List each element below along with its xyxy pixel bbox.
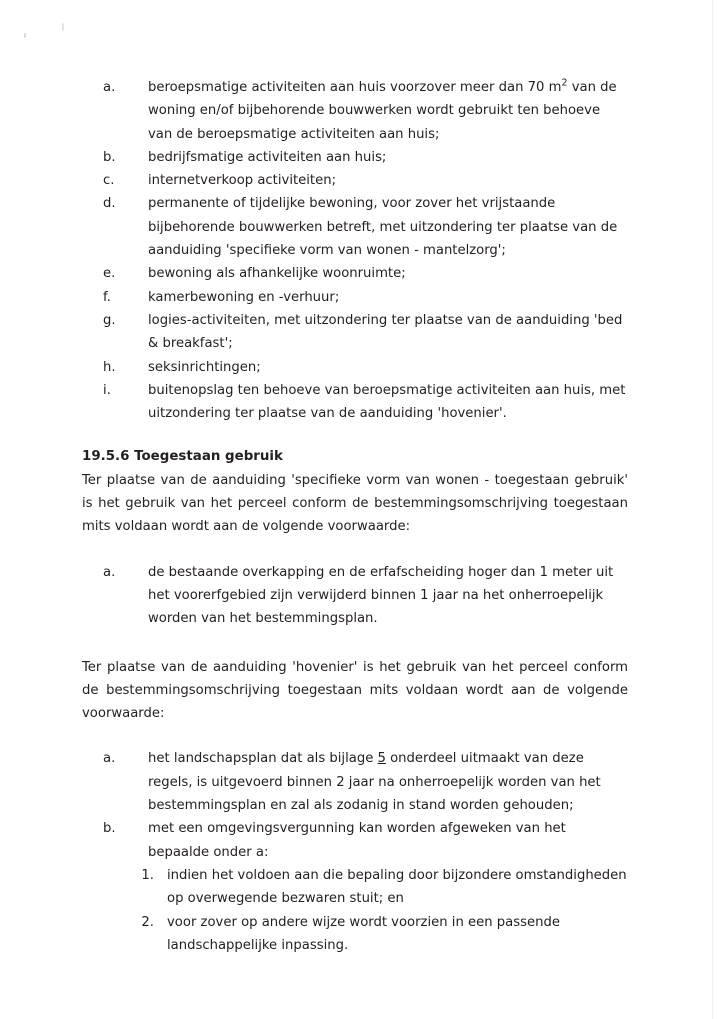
list-item	[103, 561, 628, 631]
list-item	[103, 747, 628, 817]
list-item	[103, 76, 628, 146]
list-item-text	[148, 751, 601, 813]
toegestaan-gebruik-list	[82, 561, 628, 631]
spacer	[82, 631, 628, 656]
list-marker: b.	[103, 149, 116, 165]
list-item	[103, 192, 628, 262]
list-marker: a.	[103, 80, 116, 95]
scan-artifact-speck	[62, 23, 64, 31]
list-item-text: met een omgevingsvergunning kan worden afgeweken van het bepaalde onder a:	[148, 821, 566, 860]
section-intro-paragraph: Ter plaatse van de aanduiding 'specifieke vorm van wonen - toegestaan gebruik' is het gebruik van het perceel conform de bestemmingsomschrijving toegestaan mits voldaan wordt aan de volgende voorwaarde:	[82, 472, 628, 535]
list-item	[124, 864, 628, 911]
list-item-text: seksinrichtingen;	[148, 359, 261, 375]
list-item-text: permanente of tijdelijke bewoning, voor zover het vrijstaande bijbehorende bouwwerken betreft, met uitzondering ter plaatse van de aanduiding 'specifieke vorm van wonen - mantelzorg';	[148, 196, 618, 259]
list-item-text: logies-activiteiten, met uitzondering ter plaatse van de aanduiding 'bed & breakfast';	[148, 312, 623, 352]
list-marker: d.	[103, 196, 116, 212]
text-before-link: het landschapsplan dat als bijlage	[148, 751, 378, 767]
list-item-text: voor zover op andere wijze wordt voorzien in een passende landschappelijke inpassing.	[167, 914, 560, 953]
superscript-two: 2	[561, 77, 568, 89]
hovenier-intro-paragraph: Ter plaatse van de aanduiding 'hovenier' is het gebruik van het perceel conform de bestemmingsomschrijving toegestaan mits voldaan wordt aan de volgende voorwaarde:	[82, 659, 628, 722]
bijlage-link[interactable]: 5	[377, 751, 386, 767]
list-marker: g.	[103, 312, 116, 328]
list-item-text: beroepsmatige activiteiten aan huis voorzover meer dan 70 $m^2$ van de woning en/of bijbehorende bouwwerken wordt gebruikt ten behoeve van de beroepsmatige activiteiten aan huis;	[148, 77, 617, 142]
list-marker: a.	[103, 564, 116, 580]
scan-edge-line	[712, 0, 713, 1019]
hovenier-subconditions-list	[82, 864, 628, 957]
list-item-text: de bestaande overkapping en de erfafscheiding hoger dan 1 meter uit het voorerfgebied zijn verwijderd binnen 1 jaar na het onherroepelijk worden van het bestemmingsplan.	[148, 564, 614, 627]
list-item	[103, 356, 628, 379]
list-item-text: internetverkoop activiteiten;	[148, 173, 337, 189]
list-item	[103, 309, 628, 356]
list-item-text: kamerbewoning en -verhuur;	[148, 289, 340, 305]
prohibited-uses-list	[82, 76, 628, 425]
list-marker: h.	[103, 359, 116, 375]
list-marker: c.	[103, 173, 115, 189]
list-marker: f.	[103, 289, 111, 305]
list-marker: i.	[103, 382, 111, 398]
list-item	[103, 817, 628, 864]
list-item	[103, 379, 628, 426]
list-marker: a.	[103, 751, 116, 767]
list-marker: 2.	[141, 914, 154, 930]
list-item	[103, 146, 628, 169]
list-marker: b.	[103, 821, 116, 837]
section-heading: 19.5.6 Toegestaan gebruik	[82, 449, 283, 465]
list-item-text: indien het voldoen aan die bepaling door bijzondere omstandigheden op overwegende bezwaren stuit; en	[167, 867, 627, 907]
spacer	[82, 539, 628, 561]
page-content	[82, 76, 628, 957]
list-item	[103, 262, 628, 285]
list-item-text: bedrijfsmatige activiteiten aan huis;	[148, 149, 387, 165]
list-item-text: buitenopslag ten behoeve van beroepsmatige activiteiten aan huis, met uitzondering ter plaatse van de aanduiding 'hovenier'.	[148, 382, 626, 422]
spacer	[82, 725, 628, 747]
scan-artifact-speck	[24, 33, 26, 38]
list-item	[103, 286, 628, 309]
text-after-link: onderdeel uitmaakt van deze regels, is uitgevoerd binnen 2 jaar na onherroepelijk worden van het bestemmingsplan en zal als zodanig in stand worden gehouden;	[148, 751, 601, 814]
list-item	[124, 911, 628, 958]
list-marker: e.	[103, 266, 116, 282]
list-marker: 1.	[141, 867, 154, 883]
list-item	[103, 169, 628, 192]
list-item-text: bewoning als afhankelijke woonruimte;	[148, 266, 406, 282]
hovenier-conditions-list	[82, 747, 628, 863]
